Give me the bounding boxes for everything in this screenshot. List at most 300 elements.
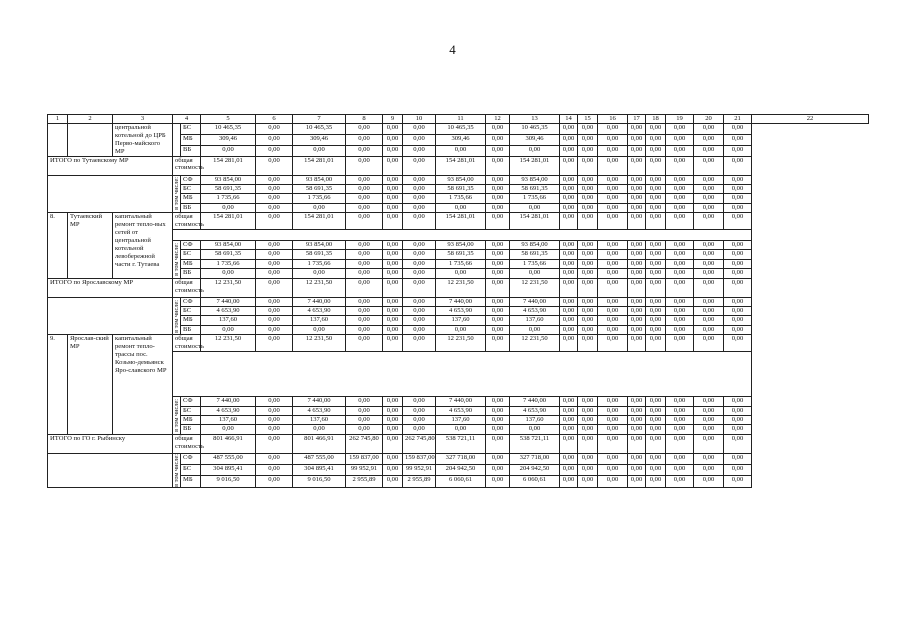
value-cell: 0,00 — [256, 425, 293, 434]
total-row — [48, 156, 869, 175]
column-number: 13 — [510, 115, 560, 124]
value-cell: 0,00 — [560, 425, 578, 434]
value-cell: 262 745,80 — [346, 434, 383, 453]
item-row — [48, 335, 869, 352]
value-cell: 0,00 — [666, 325, 694, 334]
value-cell: 0,00 — [403, 307, 436, 316]
value-cell: 4 653,90 — [510, 307, 560, 316]
value-cell: 0,00 — [628, 145, 646, 156]
value-cell: 0,00 — [403, 213, 436, 230]
value-cell: 0,00 — [666, 203, 694, 212]
value-cell: 9 016,50 — [201, 476, 256, 487]
value-cell: 0,00 — [486, 416, 510, 425]
value-cell: 0,00 — [256, 278, 293, 297]
value-cell: 0,00 — [486, 175, 510, 184]
value-cell: 0,00 — [403, 184, 436, 193]
column-number: 1 — [48, 115, 68, 124]
value-cell: 0,00 — [666, 175, 694, 184]
column-number: 16 — [598, 115, 628, 124]
value-cell: 0,00 — [598, 434, 628, 453]
value-cell: 0,00 — [486, 425, 510, 434]
value-cell: 0,00 — [694, 453, 724, 464]
value-cell: 1 735,66 — [201, 194, 256, 203]
value-cell: 0,00 — [646, 406, 666, 415]
value-cell: 0,00 — [598, 123, 628, 134]
value-cell: 0,00 — [383, 316, 403, 325]
column-number: 6 — [256, 115, 293, 124]
value-cell: 0,00 — [346, 278, 383, 297]
value-cell: 0,00 — [578, 134, 598, 145]
value-cell: 0,00 — [666, 145, 694, 156]
column-number: 18 — [646, 115, 666, 124]
value-cell: 0,00 — [403, 250, 436, 259]
item-row — [48, 213, 869, 230]
value-cell: 204 942,50 — [436, 465, 486, 476]
value-cell: 10 465,35 — [201, 123, 256, 134]
value-cell: 6 060,61 — [436, 476, 486, 487]
in-total-label — [173, 397, 181, 435]
value-cell: 99 952,91 — [346, 465, 383, 476]
value-cell: 154 281,01 — [201, 213, 256, 230]
vertical-label: в том числе: — [173, 399, 180, 432]
value-cell: 7 440,00 — [293, 297, 346, 306]
value-cell: 0,00 — [403, 316, 436, 325]
value-cell: 327 718,00 — [436, 453, 486, 464]
value-cell: 0,00 — [694, 297, 724, 306]
value-cell: 0,00 — [666, 156, 694, 175]
value-cell: 0,00 — [666, 316, 694, 325]
object-description: капитальный ремонт тепло-вых сетей от центральной котельной левобережной части г. Тутаева — [113, 213, 173, 279]
value-cell: 0,00 — [560, 465, 578, 476]
value-cell: 154 281,01 — [436, 213, 486, 230]
value-cell: 0,00 — [724, 145, 752, 156]
value-cell: 0,00 — [578, 307, 598, 316]
column-number: 21 — [724, 115, 752, 124]
total-cost-label: общая стоимость — [173, 213, 201, 230]
value-cell: 0,00 — [646, 325, 666, 334]
value-cell: 0,00 — [598, 416, 628, 425]
table-row — [48, 123, 869, 134]
value-cell: 0,00 — [346, 184, 383, 193]
value-cell: 0,00 — [256, 397, 293, 406]
in-total-label — [173, 453, 181, 487]
value-cell: 0,00 — [403, 123, 436, 134]
value-cell: 0,00 — [578, 335, 598, 352]
value-cell: 0,00 — [694, 425, 724, 434]
value-cell: 304 895,41 — [201, 465, 256, 476]
value-cell: 0,00 — [486, 184, 510, 193]
value-cell: 4 653,90 — [201, 307, 256, 316]
budget-table — [47, 114, 869, 488]
value-cell: 0,00 — [694, 203, 724, 212]
value-cell: 93 854,00 — [436, 175, 486, 184]
value-cell: 0,00 — [346, 297, 383, 306]
value-cell: 0,00 — [486, 453, 510, 464]
value-cell: 12 231,50 — [436, 335, 486, 352]
value-cell: 0,00 — [628, 465, 646, 476]
value-cell: 309,46 — [293, 134, 346, 145]
value-cell: 0,00 — [560, 406, 578, 415]
value-cell: 487 555,00 — [201, 453, 256, 464]
value-cell: 0,00 — [694, 175, 724, 184]
value-cell: 0,00 — [383, 425, 403, 434]
value-cell: 0,00 — [724, 406, 752, 415]
value-cell: 12 231,50 — [510, 335, 560, 352]
value-cell: 0,00 — [256, 307, 293, 316]
value-cell: 0,00 — [486, 213, 510, 230]
value-cell: 58 691,35 — [436, 250, 486, 259]
source-label: БС — [181, 184, 201, 193]
value-cell: 0,00 — [694, 325, 724, 334]
value-cell: 0,00 — [560, 145, 578, 156]
value-cell: 0,00 — [724, 134, 752, 145]
value-cell: 4 653,90 — [293, 406, 346, 415]
value-cell: 0,00 — [598, 453, 628, 464]
value-cell: 137,60 — [510, 316, 560, 325]
value-cell: 0,00 — [578, 397, 598, 406]
value-cell: 0,00 — [403, 269, 436, 278]
value-cell: 0,00 — [293, 325, 346, 334]
value-cell: 0,00 — [383, 434, 403, 453]
value-cell: 0,00 — [666, 465, 694, 476]
value-cell: 154 281,01 — [293, 213, 346, 230]
value-cell: 0,00 — [724, 335, 752, 352]
value-cell: 0,00 — [598, 307, 628, 316]
value-cell: 0,00 — [646, 297, 666, 306]
source-label: БС — [181, 465, 201, 476]
value-cell: 309,46 — [201, 134, 256, 145]
value-cell: 154 281,01 — [510, 213, 560, 230]
source-label: ВБ — [181, 425, 201, 434]
value-cell: 93 854,00 — [436, 241, 486, 250]
value-cell: 0,00 — [560, 203, 578, 212]
value-cell: 93 854,00 — [510, 175, 560, 184]
value-cell: 0,00 — [256, 213, 293, 230]
value-cell: 0,00 — [486, 476, 510, 487]
column-number: 8 — [346, 115, 383, 124]
table-row — [48, 453, 869, 464]
value-cell: 137,60 — [436, 416, 486, 425]
value-cell: 0,00 — [578, 465, 598, 476]
value-cell: 0,00 — [560, 156, 578, 175]
vertical-label: в том числе: — [173, 242, 180, 276]
value-cell: 538 721,11 — [510, 434, 560, 453]
value-cell: 137,60 — [436, 316, 486, 325]
value-cell: 0,00 — [694, 465, 724, 476]
value-cell: 137,60 — [293, 316, 346, 325]
row-number-cell — [48, 123, 68, 156]
value-cell: 2 955,89 — [403, 476, 436, 487]
column-number: 19 — [666, 115, 694, 124]
value-cell: 4 653,90 — [436, 406, 486, 415]
value-cell: 0,00 — [598, 250, 628, 259]
value-cell: 0,00 — [666, 425, 694, 434]
vertical-label: в том числе: — [173, 453, 180, 487]
spacer-cell — [173, 352, 752, 397]
value-cell: 0,00 — [403, 175, 436, 184]
value-cell: 0,00 — [694, 123, 724, 134]
object-description: капитальный ремонт тепло-трассы пос. Козьмо-демьянск Яро-славского МР — [113, 335, 173, 435]
value-cell: 0,00 — [628, 213, 646, 230]
value-cell: 0,00 — [403, 325, 436, 334]
value-cell: 0,00 — [694, 278, 724, 297]
value-cell: 0,00 — [346, 123, 383, 134]
value-cell: 0,00 — [486, 297, 510, 306]
value-cell: 137,60 — [201, 416, 256, 425]
value-cell: 0,00 — [383, 194, 403, 203]
blank-cell — [48, 453, 173, 487]
total-title: ИТОГО по Ярославскому МР — [48, 278, 173, 297]
value-cell: 0,00 — [578, 213, 598, 230]
column-number: 12 — [486, 115, 510, 124]
value-cell: 154 281,01 — [436, 156, 486, 175]
total-cost-label: общая стоимость — [173, 434, 201, 453]
value-cell: 0,00 — [383, 203, 403, 212]
value-cell: 0,00 — [598, 259, 628, 268]
value-cell: 0,00 — [646, 278, 666, 297]
value-cell: 0,00 — [598, 425, 628, 434]
value-cell: 7 440,00 — [201, 297, 256, 306]
value-cell: 0,00 — [724, 397, 752, 406]
value-cell: 0,00 — [646, 156, 666, 175]
value-cell: 0,00 — [646, 194, 666, 203]
value-cell: 4 653,90 — [510, 406, 560, 415]
value-cell: 0,00 — [646, 259, 666, 268]
value-cell: 0,00 — [383, 297, 403, 306]
value-cell: 0,00 — [628, 425, 646, 434]
value-cell: 0,00 — [578, 434, 598, 453]
in-total-label — [173, 175, 181, 213]
value-cell: 0,00 — [560, 434, 578, 453]
value-cell: 0,00 — [256, 145, 293, 156]
value-cell: 0,00 — [486, 406, 510, 415]
column-number: 3 — [113, 115, 173, 124]
value-cell: 0,00 — [724, 465, 752, 476]
value-cell: 0,00 — [403, 425, 436, 434]
value-cell: 0,00 — [560, 316, 578, 325]
value-cell: 0,00 — [666, 278, 694, 297]
value-cell: 0,00 — [724, 250, 752, 259]
value-cell: 93 854,00 — [201, 175, 256, 184]
value-cell: 0,00 — [346, 145, 383, 156]
in-total-label — [173, 241, 181, 279]
value-cell: 0,00 — [383, 145, 403, 156]
value-cell: 0,00 — [724, 241, 752, 250]
column-number: 11 — [436, 115, 486, 124]
column-number: 2 — [68, 115, 113, 124]
value-cell: 0,00 — [256, 434, 293, 453]
value-cell: 0,00 — [598, 476, 628, 487]
value-cell: 6 060,61 — [510, 476, 560, 487]
value-cell: 0,00 — [256, 194, 293, 203]
source-label: ВБ — [181, 325, 201, 334]
value-cell: 0,00 — [560, 297, 578, 306]
value-cell: 0,00 — [486, 316, 510, 325]
value-cell: 0,00 — [598, 397, 628, 406]
value-cell: 0,00 — [383, 250, 403, 259]
total-row — [48, 278, 869, 297]
value-cell: 0,00 — [256, 203, 293, 212]
value-cell: 12 231,50 — [201, 335, 256, 352]
value-cell: 0,00 — [666, 250, 694, 259]
value-cell: 137,60 — [201, 316, 256, 325]
value-cell: 0,00 — [628, 406, 646, 415]
value-cell: 0,00 — [694, 241, 724, 250]
total-cost-label: общая стоимость — [173, 156, 201, 175]
value-cell: 0,00 — [598, 203, 628, 212]
value-cell: 0,00 — [646, 476, 666, 487]
value-cell: 0,00 — [383, 325, 403, 334]
value-cell: 0,00 — [578, 453, 598, 464]
value-cell: 0,00 — [724, 175, 752, 184]
value-cell: 0,00 — [666, 335, 694, 352]
value-cell: 0,00 — [256, 175, 293, 184]
value-cell: 0,00 — [560, 250, 578, 259]
value-cell: 58 691,35 — [293, 250, 346, 259]
value-cell: 801 466,91 — [201, 434, 256, 453]
value-cell: 0,00 — [510, 325, 560, 334]
value-cell: 0,00 — [666, 134, 694, 145]
value-cell: 0,00 — [560, 335, 578, 352]
value-cell: 0,00 — [383, 406, 403, 415]
value-cell: 0,00 — [486, 123, 510, 134]
value-cell: 0,00 — [724, 269, 752, 278]
value-cell: 0,00 — [560, 175, 578, 184]
value-cell: 137,60 — [510, 416, 560, 425]
value-cell: 0,00 — [694, 269, 724, 278]
value-cell: 0,00 — [628, 175, 646, 184]
value-cell: 0,00 — [694, 434, 724, 453]
value-cell: 0,00 — [383, 213, 403, 230]
value-cell: 0,00 — [403, 397, 436, 406]
value-cell: 0,00 — [510, 145, 560, 156]
district-name: Ярослав-ский МР — [68, 335, 113, 435]
value-cell: 0,00 — [666, 307, 694, 316]
value-cell: 0,00 — [346, 250, 383, 259]
source-label: МБ — [181, 194, 201, 203]
source-label: ВБ — [181, 203, 201, 212]
value-cell: 0,00 — [560, 397, 578, 406]
value-cell: 0,00 — [578, 269, 598, 278]
value-cell: 0,00 — [201, 425, 256, 434]
value-cell: 0,00 — [628, 259, 646, 268]
value-cell: 0,00 — [346, 203, 383, 212]
value-cell: 0,00 — [486, 278, 510, 297]
value-cell: 0,00 — [666, 453, 694, 464]
value-cell: 0,00 — [346, 316, 383, 325]
value-cell: 58 691,35 — [293, 184, 346, 193]
value-cell: 0,00 — [560, 476, 578, 487]
value-cell: 1 735,66 — [436, 194, 486, 203]
value-cell: 0,00 — [666, 123, 694, 134]
value-cell: 0,00 — [646, 307, 666, 316]
value-cell: 0,00 — [628, 123, 646, 134]
value-cell: 0,00 — [383, 307, 403, 316]
value-cell: 0,00 — [560, 259, 578, 268]
source-label: ВБ — [181, 145, 201, 156]
value-cell: 0,00 — [666, 259, 694, 268]
value-cell: 93 854,00 — [201, 241, 256, 250]
value-cell: 99 952,91 — [403, 465, 436, 476]
value-cell: 0,00 — [486, 241, 510, 250]
value-cell: 0,00 — [560, 241, 578, 250]
value-cell: 204 942,50 — [510, 465, 560, 476]
value-cell: 0,00 — [598, 241, 628, 250]
vertical-label: в том числе: — [173, 177, 180, 211]
value-cell: 0,00 — [666, 476, 694, 487]
value-cell: 0,00 — [256, 123, 293, 134]
value-cell: 7 440,00 — [293, 397, 346, 406]
value-cell: 10 465,35 — [293, 123, 346, 134]
value-cell: 0,00 — [694, 250, 724, 259]
value-cell: 0,00 — [256, 269, 293, 278]
value-cell: 0,00 — [666, 194, 694, 203]
value-cell: 0,00 — [628, 434, 646, 453]
value-cell: 0,00 — [694, 335, 724, 352]
value-cell: 0,00 — [383, 175, 403, 184]
value-cell: 0,00 — [628, 156, 646, 175]
value-cell: 0,00 — [403, 134, 436, 145]
value-cell: 538 721,11 — [436, 434, 486, 453]
in-total-label — [173, 123, 181, 156]
value-cell: 0,00 — [724, 156, 752, 175]
value-cell: 0,00 — [256, 335, 293, 352]
source-label: БС — [181, 123, 201, 134]
value-cell: 0,00 — [598, 156, 628, 175]
source-label: МБ — [181, 259, 201, 268]
value-cell: 0,00 — [436, 145, 486, 156]
value-cell: 0,00 — [403, 406, 436, 415]
column-number: 17 — [628, 115, 646, 124]
value-cell: 0,00 — [578, 325, 598, 334]
value-cell: 0,00 — [578, 425, 598, 434]
value-cell: 0,00 — [694, 397, 724, 406]
value-cell: 0,00 — [486, 325, 510, 334]
value-cell: 0,00 — [598, 213, 628, 230]
value-cell: 0,00 — [486, 307, 510, 316]
value-cell: 0,00 — [724, 307, 752, 316]
value-cell: 0,00 — [628, 278, 646, 297]
value-cell: 0,00 — [666, 213, 694, 230]
district-cell — [68, 123, 113, 156]
value-cell: 0,00 — [486, 203, 510, 212]
value-cell: 0,00 — [646, 134, 666, 145]
value-cell: 0,00 — [560, 325, 578, 334]
value-cell: 0,00 — [201, 325, 256, 334]
value-cell: 0,00 — [403, 416, 436, 425]
value-cell: 0,00 — [436, 269, 486, 278]
value-cell: 154 281,01 — [510, 156, 560, 175]
value-cell: 9 016,50 — [293, 476, 346, 487]
value-cell: 0,00 — [724, 425, 752, 434]
value-cell: 0,00 — [346, 134, 383, 145]
value-cell: 93 854,00 — [293, 241, 346, 250]
value-cell: 0,00 — [578, 416, 598, 425]
value-cell: 0,00 — [201, 203, 256, 212]
value-cell: 487 555,00 — [293, 453, 346, 464]
source-label: МБ — [181, 416, 201, 425]
value-cell: 0,00 — [578, 175, 598, 184]
value-cell: 0,00 — [628, 325, 646, 334]
value-cell: 0,00 — [646, 335, 666, 352]
value-cell: 0,00 — [560, 194, 578, 203]
value-cell: 0,00 — [403, 297, 436, 306]
column-number-row — [48, 115, 869, 124]
source-label: МБ — [181, 316, 201, 325]
value-cell: 137,60 — [293, 416, 346, 425]
value-cell: 0,00 — [628, 316, 646, 325]
value-cell: 0,00 — [724, 453, 752, 464]
